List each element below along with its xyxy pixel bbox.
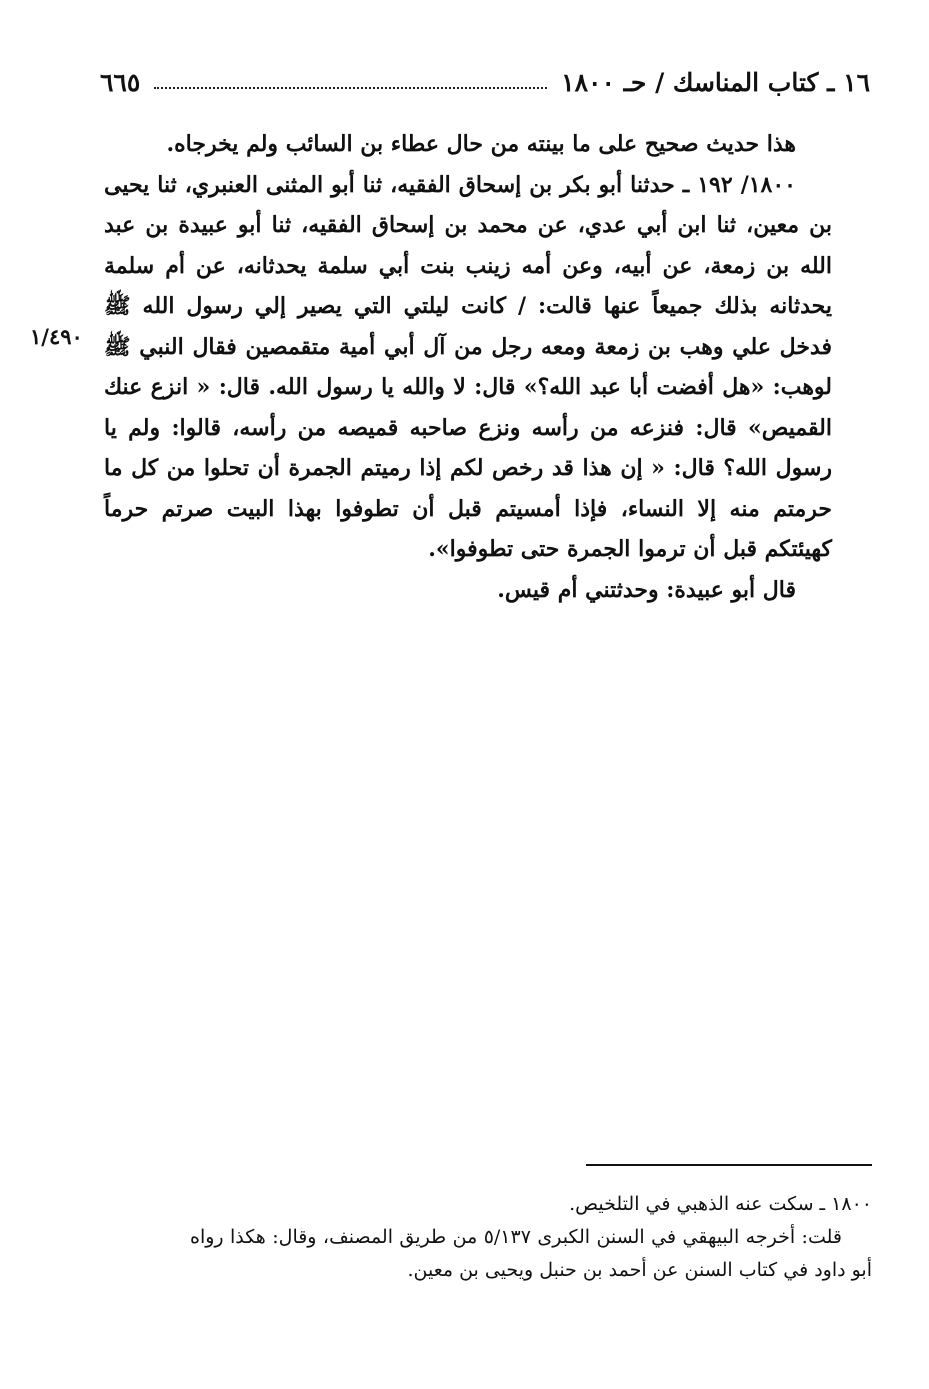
footnote-1: ١٨٠٠ ـ سكت عنه الذهبي في التلخيص. — [569, 1193, 872, 1215]
header-title: ١٦ ـ كتاب المناسك / حـ ١٨٠٠ — [561, 67, 870, 97]
header-dotted-leader — [154, 87, 547, 89]
hadith-number: ١٨٠٠/ ١٩٢ — [697, 171, 796, 198]
paragraph-hadith — [104, 165, 832, 570]
paragraph-verdict: هذا حديث صحيح على ما بينته من حال عطاء بن السائب ولم يخرجاه. — [166, 131, 796, 157]
hadith-text: ـ حدثنا أبو بكر بن إسحاق الفقيه، ثنا أبو المثنى العنبري، ثنا يحيى بن معين، ثنا ابن أبي عدي، عن محمد بن إسحاق الفقيه، ثنا أبو عبيدة بن عبد الله بن زمعة، عن أبيه، وعن أمه زينب بنت أبي سلمة يحدثانه، عن أم سلمة يحدثانه بذلك جميعاً عنها قالت: / كانت ليلتي التي يصير إلي رسول الله ﷺ فدخل علي وهب بن زمعة ومعه رجل من آل أبي أمية متقمصين فقال النبي ﷺ لوهب: «هل أفضت أبا عبد الله؟» قال: لا والله يا رسول الله. قال: « انزع عنك القميص» قال: فنزعه من رأسه ونزع صاحبه قميصه من رأسه، قالوا: ولم يا رسول الله؟ قال: « إن هذا قد رخص لكم إذا رميتم الجمرة أن تحلوا من كل ما حرمتم منه إلا النساء، فإذا أمسيتم قبل أن تطوفوا بهذا البيت صرتم حرماً كهيئتكم قبل أن ترموا الجمرة حتى تطوفوا». — [104, 171, 833, 562]
footnote-2: قلت: أخرجه البيهقي في السنن الكبرى ٥/١٣٧ من طريق المصنف، وقال: هكذا رواه أبو داود في كتاب السنن عن أحمد بن حنبل ويحيى بن معين. — [190, 1226, 872, 1281]
margin-reference: ١/٤٩٠ — [30, 324, 83, 349]
page-number: ٦٦٥ — [100, 67, 141, 97]
footnote-separator — [586, 1164, 872, 1166]
main-text — [104, 124, 832, 610]
paragraph-closing: قال أبو عبيدة: وحدثتني أم قيس. — [497, 576, 796, 603]
footnotes — [190, 1188, 872, 1287]
running-header — [100, 62, 870, 102]
